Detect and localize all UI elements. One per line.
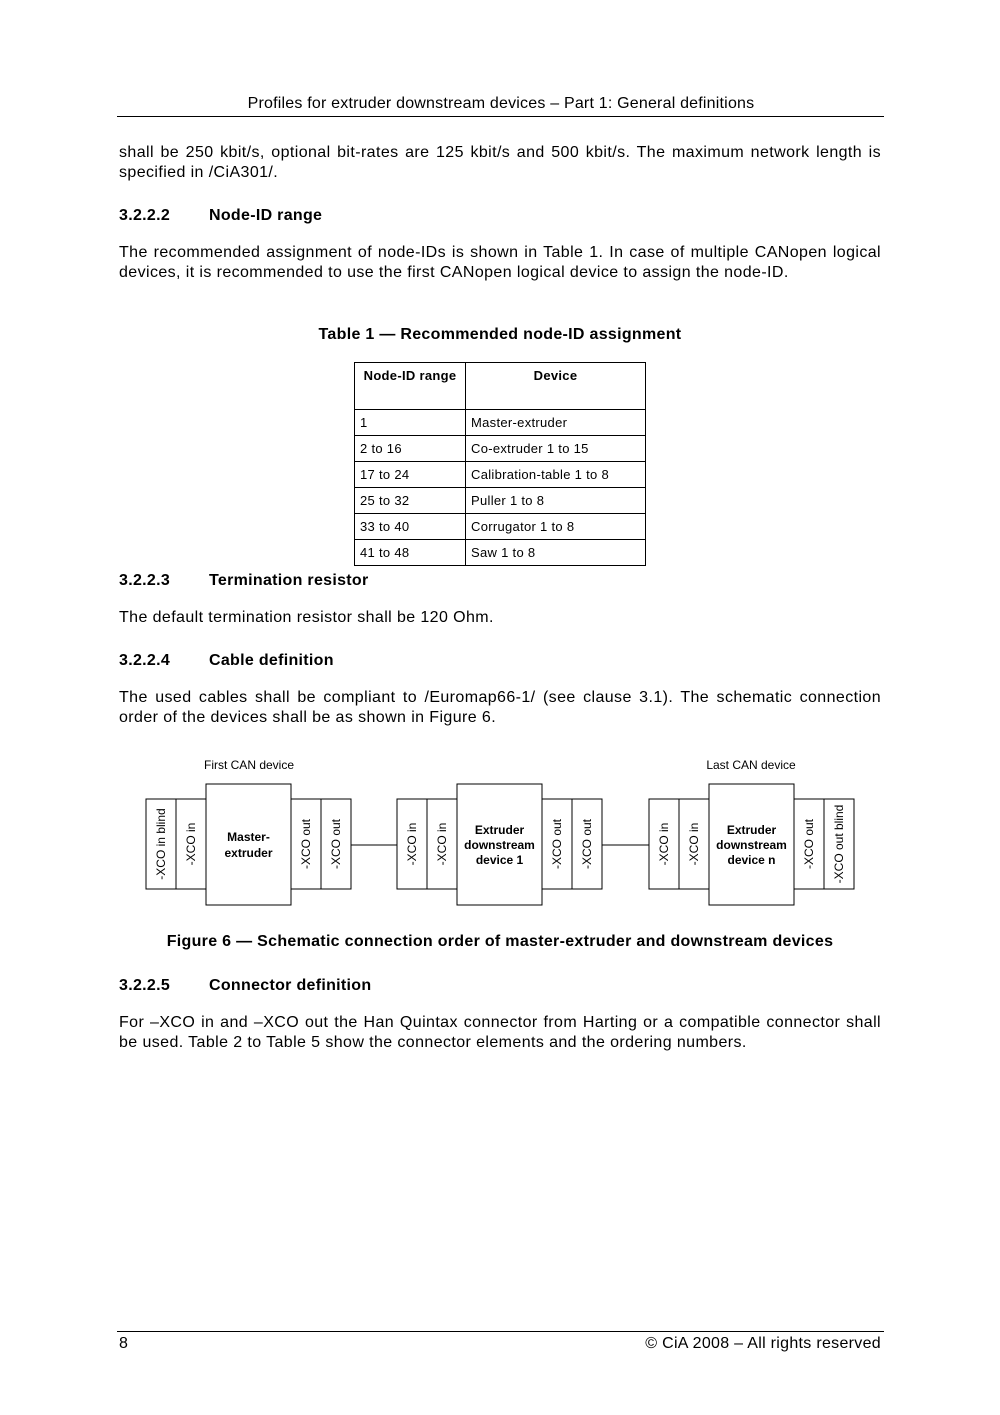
table-header-cell: Device (466, 363, 646, 410)
table-cell: 1 (355, 410, 466, 436)
last-can-device-label: Last CAN device (706, 758, 796, 772)
device-box (206, 784, 291, 905)
port-label: -XCO in (184, 822, 198, 866)
port-label: -XCO in blind (154, 808, 168, 880)
port-label: -XCO in (687, 822, 701, 866)
section-number: 3.2.2.5 (119, 977, 171, 994)
table-row (355, 410, 646, 436)
device-label-line: Extruder (726, 823, 777, 837)
table-row (355, 462, 646, 488)
table-cell: Master-extruder (466, 410, 646, 436)
port-label: -XCO out (580, 818, 594, 870)
table-row (355, 488, 646, 514)
device-label-line: downstream (716, 838, 787, 852)
table-cell: Puller 1 to 8 (466, 488, 646, 514)
table-cell: 17 to 24 (355, 462, 466, 488)
node-id-table (354, 362, 646, 566)
connector-paragraph: For –XCO in and –XCO out the Han Quintax connector from Harting or a compatible connector shall be used. Table 2 to Table 5 show the connector elements and the ordering numbers. (119, 1014, 881, 1051)
section-title: Cable definition (209, 652, 334, 669)
port-label: -XCO out (299, 818, 313, 870)
table-header-cell: Node-ID range (355, 363, 466, 410)
section-title: Connector definition (209, 977, 372, 994)
port-label: -XCO out (329, 818, 343, 870)
section-heading-3225 (119, 977, 371, 995)
section-number: 3.2.2.2 (119, 207, 171, 224)
footer-rule (117, 1331, 884, 1332)
device-label-line: Extruder (474, 823, 525, 837)
port-label: -XCO out blind (832, 804, 846, 884)
connection-diagram (0, 740, 1000, 920)
section-number: 3.2.2.3 (119, 572, 171, 589)
node-id-paragraph: The recommended assignment of node-IDs is shown in Table 1. In case of multiple CANopen logical devices, it is recommended to use the first CANopen logical device to assign the node-ID. (119, 244, 881, 281)
table1-caption: Table 1 — Recommended node-ID assignment (318, 326, 682, 343)
table-cell: Calibration-table 1 to 8 (466, 462, 646, 488)
table-header-row (355, 363, 646, 410)
section-heading-3222 (119, 207, 322, 225)
figure6-caption: Figure 6 — Schematic connection order of master-extruder and downstream devices (166, 933, 834, 950)
port-label: -XCO in (405, 822, 419, 866)
header-rule (117, 116, 884, 117)
section-title: Termination resistor (209, 572, 369, 589)
table-cell: Corrugator 1 to 8 (466, 514, 646, 540)
port-label: -XCO out (802, 818, 816, 870)
table-cell: Co-extruder 1 to 15 (466, 436, 646, 462)
device-label-line: device 1 (475, 853, 524, 867)
device-group-downstream-n (649, 784, 854, 905)
device-label-line: device n (727, 853, 776, 867)
port-label: -XCO in (435, 822, 449, 866)
device-group-downstream-1 (397, 784, 602, 905)
page-number: 8 (119, 1335, 128, 1352)
intro-paragraph: shall be 250 kbit/s, optional bit-rates are 125 kbit/s and 500 kbit/s. The maximum network length is specified in /CiA301/. (119, 144, 881, 181)
copyright-notice: © CiA 2008 – All rights reserved (645, 1335, 881, 1352)
section-number: 3.2.2.4 (119, 652, 171, 669)
port-label: -XCO out (550, 818, 564, 870)
device-group-master (146, 784, 351, 905)
table-cell: 41 to 48 (355, 540, 466, 566)
section-heading-3223 (119, 572, 369, 590)
termination-paragraph: The default termination resistor shall be 120 Ohm. (119, 609, 494, 626)
port-label: -XCO in (657, 822, 671, 866)
table-row (355, 436, 646, 462)
table-cell: Saw 1 to 8 (466, 540, 646, 566)
first-can-device-label: First CAN device (203, 758, 295, 772)
table-cell: 25 to 32 (355, 488, 466, 514)
cable-paragraph: The used cables shall be compliant to /Euromap66-1/ (see clause 3.1). The schematic connection order of the devices shall be as shown in Figure 6. (119, 689, 881, 726)
section-heading-3224 (119, 652, 334, 670)
device-label-line: extruder (224, 846, 273, 860)
device-label-line: downstream (464, 838, 535, 852)
device-label-line: Master- (227, 830, 270, 844)
table-row (355, 514, 646, 540)
table-row (355, 540, 646, 566)
table-cell: 33 to 40 (355, 514, 466, 540)
table-cell: 2 to 16 (355, 436, 466, 462)
section-title: Node-ID range (209, 207, 323, 224)
running-header: Profiles for extruder downstream devices – Part 1: General definitions (247, 95, 755, 112)
